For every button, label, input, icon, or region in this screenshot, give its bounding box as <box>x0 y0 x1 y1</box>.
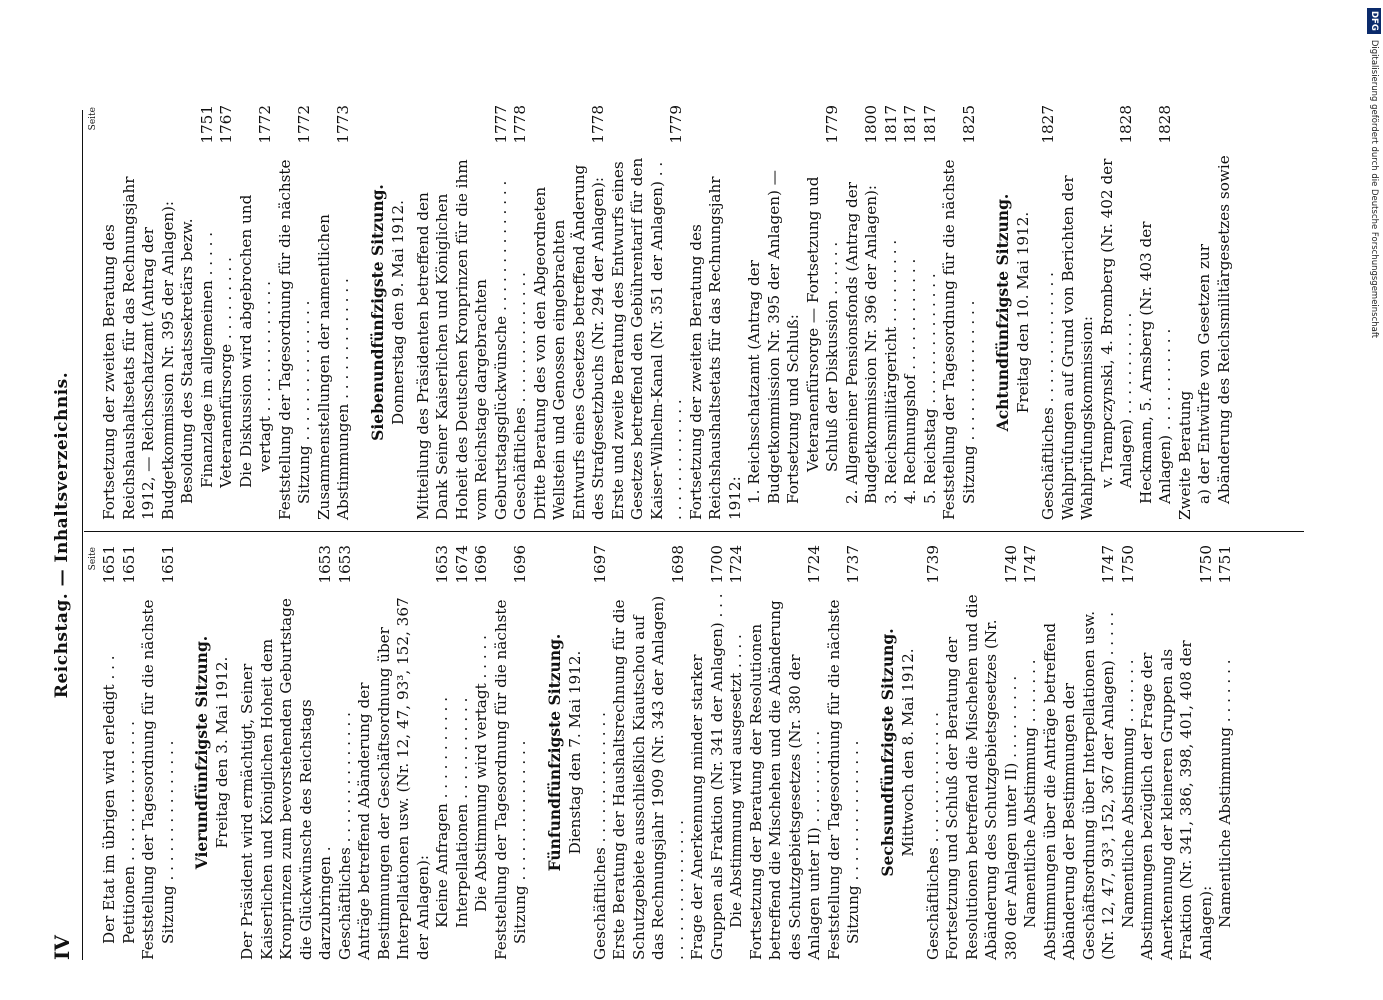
toc-page-number: 1767 <box>217 105 235 144</box>
toc-entry <box>609 105 687 520</box>
toc-entry <box>747 545 825 960</box>
credit-text: Digitalisierung gefördert durch die Deutsche Forschungsgemeinschaft <box>1369 39 1379 339</box>
left-column-entries <box>100 545 1236 960</box>
toc-page-number: 1653 <box>433 545 451 584</box>
toc-entry <box>198 105 218 520</box>
toc-entry <box>1059 105 1098 520</box>
toc-page-number: 1800 <box>862 105 880 144</box>
toc-entry-text: Sitzung . . . . . . . . . . . . . . . <box>959 300 978 504</box>
toc-entry-text: Namentliche Abstimmung . . . . . . . <box>1216 659 1234 928</box>
toc-entry <box>960 105 980 520</box>
toc-entry <box>1119 545 1139 960</box>
toc-entry-text: Kleine Anfragen . . . . . . . . . . . <box>433 696 451 928</box>
toc-page-number: 1828 <box>1117 105 1135 144</box>
toc-entry-text: Namentliche Abstimmung . . . . . . . <box>1118 659 1137 928</box>
toc-entry <box>237 105 257 520</box>
session-heading: Siebenundfünfzigste Sitzung. <box>367 184 387 441</box>
session-date: Freitag den 3. Mai 1912. <box>213 656 231 849</box>
toc-entry-text: Geschäftliches . . . . . . . . . . . . . . <box>1039 272 1057 520</box>
left-column <box>86 545 1306 960</box>
toc-entry <box>1176 105 1196 520</box>
toc-page-number: 1778 <box>511 105 529 144</box>
toc-entry <box>433 545 453 960</box>
toc-entry <box>1098 105 1137 520</box>
toc-entry-text: Geschäftliches . . . . . . . . . . . . . . <box>590 712 609 960</box>
toc-page-number: 1817 <box>920 105 939 144</box>
toc-entry-text: Sitzung . . . . . . . . . . . . . . . <box>511 740 529 944</box>
toc-entry-text: Geschäftliches . . . . . . . . . . . . . . <box>511 272 529 520</box>
toc-page-number: 1724 <box>805 545 823 584</box>
toc-entry-text: Zweite Beratung <box>1175 390 1194 520</box>
toc-page-number: 1817 <box>881 105 900 144</box>
toc-entry <box>295 105 315 520</box>
toc-page-number: 1651 <box>158 545 177 584</box>
toc-entry-text: 4. Rechnungshof . . . . . . . . . . . . <box>901 258 919 504</box>
toc-entry-text: Veteranenfürsorge — Fortsetzung und Schluß der Diskussion . . . . . . <box>803 176 841 472</box>
toc-entry-text: Feststellung der Tagesordnung für die nächste <box>139 599 157 960</box>
toc-entry-text: Besoldung des Staatssekretärs bezw. <box>178 218 196 504</box>
page-column-label: Seite <box>88 547 98 571</box>
toc-entry <box>745 105 804 520</box>
page-number: IV <box>50 935 74 960</box>
document-page <box>0 80 1383 1000</box>
session-date: Dienstag den 7. Mai 1912. <box>565 650 584 855</box>
toc-entry <box>472 545 492 960</box>
toc-entry-text: Fortsetzung der Beratung der Resolutionen betreffend die Mischehen und die Abänderung des Schutzgebietsgesetzes (Nr. 380 der Anlagen unter II) . . . . . . . . . . <box>746 600 823 960</box>
toc-page-number: 1751 <box>197 105 216 144</box>
toc-entry-text: 1. Reichsschatzamt (Antrag der Budgetkommission Nr. 395 der Anlagen) — Fortsetzung und Schluß: <box>745 170 802 504</box>
session-heading: Achtundfünfzigste Sitzung. <box>993 193 1012 432</box>
toc-page-number: 1747 <box>1021 545 1039 584</box>
toc-entry <box>511 545 531 960</box>
toc-entry <box>217 105 237 520</box>
right-column-entries <box>100 105 1234 520</box>
toc-entry <box>315 105 354 520</box>
toc-page-number: 1651 <box>100 545 118 584</box>
toc-entry <box>843 105 882 520</box>
toc-entry-text: Wahlprüfungen auf Grund von Berichten der Wahlprüfungskommission: <box>1058 175 1096 520</box>
toc-entry <box>1216 545 1236 960</box>
toc-page-number: 1777 <box>491 105 510 144</box>
toc-page-number: 1778 <box>589 105 607 144</box>
toc-entry <box>414 105 512 520</box>
toc-page-number: 1750 <box>1196 545 1215 584</box>
toc-entry <box>844 545 864 960</box>
toc-entry <box>901 105 921 520</box>
session-heading: Fünfundfünfzigste Sitzung. <box>544 633 564 872</box>
toc-entry <box>924 545 944 960</box>
toc-page-number: 1817 <box>901 105 919 144</box>
toc-entry-text: Namentliche Abstimmung . . . . . . . <box>1021 659 1039 928</box>
toc-entry <box>139 545 159 960</box>
toc-page-number: 1779 <box>823 105 841 144</box>
toc-page-number: 1653 <box>335 545 354 584</box>
toc-page-number: 1651 <box>119 545 138 584</box>
toc-entry <box>687 105 746 520</box>
toc-entry-text: Der Präsident wird ermächtigt, Seiner Kaiserlichen und Königlichen Hoheit dem Kronprinzen zum bevorstehenden Geburtstage die Glückwünsche des Reichstags darzubringen . <box>238 598 334 960</box>
toc-page-number: 1750 <box>1118 545 1137 584</box>
right-column <box>86 105 1306 520</box>
toc-entry-text: Sitzung . . . . . . . . . . . . . . . <box>295 300 313 504</box>
toc-page-number: 1773 <box>334 105 352 144</box>
toc-page-number: 1700 <box>707 545 726 584</box>
toc-page-number: 1697 <box>590 545 609 584</box>
toc-entry <box>610 545 688 960</box>
session-date: Freitag den 10. Mai 1912. <box>1014 211 1032 414</box>
toc-entry <box>159 545 179 960</box>
toc-entry-text: Sitzung . . . . . . . . . . . . . . . <box>158 740 177 944</box>
toc-entry <box>100 545 120 960</box>
toc-entry-text: Die Diskussion wird abgebrochen und <box>236 194 255 488</box>
toc-entry-text: Mitteilung des Präsidenten betreffend den Dank Seiner Kaiserlichen und Königlichen Hoheit des Deutschen Kronprinzen für die ihm vom Reichstage dargebrachten Geburtstagsglückwünsche . . . . . . . . . . . . . . <box>413 159 510 520</box>
toc-entry <box>336 545 356 960</box>
toc-entry <box>727 545 747 960</box>
toc-entry <box>355 545 433 960</box>
toc-page-number: 1653 <box>316 545 334 584</box>
toc-entry <box>1195 105 1234 520</box>
toc-entry <box>256 105 276 520</box>
toc-entry <box>1039 105 1059 520</box>
toc-entry-text: Fortsetzung und Schluß der Beratung der Resolutionen betreffend die Mischehen und die Abänderung des Schutzgebietsgesetzes (Nr. 380 der Anlagen unter II) . . . . . . . . . <box>943 594 1020 960</box>
toc-entry <box>492 545 512 960</box>
toc-entry-text: Geschäftliches . . . . . . . . . . . . . . <box>335 712 354 960</box>
toc-page-number: 1772 <box>295 105 313 144</box>
toc-entry <box>1138 545 1216 960</box>
toc-entry <box>943 545 1021 960</box>
toc-entry-text: Erste Beratung der Haushaltsrechnung für die Schutzgebiete ausschließlich Kiautschou auf das Rechnungsjahr 1909 (Nr. 343 der Anlagen) . . . . . . . . . . . . . . . <box>610 595 687 960</box>
toc-entry-text: a) der Entwürfe von Gesetzen zur Abänderung des Reichsmilitärgesetzes sowie <box>1195 155 1233 504</box>
toc-page-number: 1828 <box>1156 105 1174 144</box>
toc-entry <box>1041 545 1119 960</box>
toc-entry-text: Finanzlage im allgemeinen . . . . . <box>197 231 216 488</box>
toc-page-number: 1740 <box>1001 545 1020 584</box>
toc-entry <box>1137 105 1176 520</box>
session-heading: Vierundfünfzigste Sitzung. <box>192 635 211 870</box>
toc-entry <box>1021 545 1041 960</box>
toc-entry-text: 3. Reichsmilitärgericht . . . . . . . . . <box>881 239 900 504</box>
toc-entry-text: Anträge betreffend Abänderung der Bestimmungen der Geschäftsordnung über Interpellationen usw. (Nr. 12, 47, 93³, 152, 367 der Anlagen): <box>355 597 432 960</box>
toc-entry <box>238 545 336 960</box>
toc-entry <box>921 105 941 520</box>
toc-page-number: 1737 <box>844 545 862 584</box>
toc-entry-text: Veteranenfürsorge . . . . . . . . . <box>217 257 235 488</box>
toc-page-number: 1772 <box>256 105 274 144</box>
toc-page-number: 1724 <box>727 545 745 584</box>
toc-entry <box>531 105 609 520</box>
dfg-logo: DFG <box>1367 8 1381 34</box>
toc-entry-text: Dritte Beratung des von den Abgeordneten Wellstein und Genossen eingebrachten Entwurfs eines Gesetzes betreffend Änderung des Strafgesetzbuchs (Nr. 294 der Anlagen): <box>530 164 607 520</box>
toc-entry <box>688 545 727 960</box>
toc-entry <box>120 545 140 960</box>
toc-entry <box>511 105 531 520</box>
toc-page-number: 1751 <box>1216 545 1234 584</box>
toc-entry <box>276 105 296 520</box>
digitization-credit <box>1367 8 1381 728</box>
toc-entry-text: Der Etat im übrigen wird erledigt . . . <box>100 655 118 944</box>
toc-page-number: 1747 <box>1099 545 1117 584</box>
toc-entry-text: Feststellung der Tagesordnung für die nächste <box>275 159 294 520</box>
toc-entry-text: Abstimmungen über die Anträge betreffend Abänderung der Bestimmungen der Geschäftsordnung über Interpellationen usw. (Nr. 12, 47, 93³, 152, 367 der Anlagen) . . . . . <box>1040 610 1117 960</box>
toc-entry-text: 5. Reichstag . . . . . . . . . . . . . . <box>920 273 939 504</box>
toc-entry-text: vertagt . . . . . . . . . . . . . . <box>256 281 274 472</box>
toc-page-number: 1698 <box>668 545 687 584</box>
toc-entry-text: Petitionen . . . . . . . . . . . . . . . <box>119 721 138 944</box>
toc-entry-text: Fortsetzung der zweiten Beratung des Reichshaushaltsetats für das Rechnungsjahr 1912, — Reichsschatzamt (Antrag der Budgetkommission Nr. 395 der Anlagen): <box>100 176 177 520</box>
toc-entry <box>453 545 473 960</box>
toc-page-number: 1825 <box>959 105 978 144</box>
toc-entry <box>825 545 845 960</box>
session-date: Donnerstag den 9. Mai 1912. <box>388 199 407 426</box>
toc-entry-text: Abstimmungen bezüglich der Frage der Anerkennung der kleineren Gruppen als Fraktion (Nr. 341, 386, 398, 401, 408 der Anlagen): <box>1138 640 1215 960</box>
running-title: Reichstag. — Inhaltsverzeichnis. <box>52 371 72 699</box>
toc-entry-text: Frage der Anerkennung minder starker Gruppen als Fraktion (Nr. 341 der Anlagen) . . . <box>688 593 726 960</box>
toc-entry <box>591 545 611 960</box>
toc-page-number: 1696 <box>472 545 490 584</box>
toc-page-number: 1827 <box>1039 105 1057 144</box>
toc-page-number: 1674 <box>452 545 471 584</box>
toc-entry-text: Heckmann, 5. Arnsberg (Nr. 403 der Anlagen) . . . . . . . . . . . <box>1136 221 1174 504</box>
toc-entry <box>178 105 198 520</box>
toc-entry-text: v. Trampczynski, 4. Bromberg (Nr. 402 der Anlagen) . . . . . . . . . . . <box>1097 158 1135 488</box>
page-header <box>50 110 80 960</box>
header-rule <box>82 110 83 960</box>
page-column-label: Seite <box>88 107 98 131</box>
toc-entry-text: Die Abstimmung wird vertagt . . . . . <box>472 635 490 912</box>
toc-entry <box>100 105 178 520</box>
toc-entry-text: Die Abstimmung wird ausgesetzt . . . . <box>727 634 745 928</box>
toc-entry <box>882 105 902 520</box>
toc-entry-text: Zusammenstellungen der namentlichen Abstimmungen . . . . . . . . . . . . . <box>314 214 352 520</box>
toc-page-number: 1779 <box>667 105 685 144</box>
toc-entry-text: Fortsetzung der zweiten Beratung des Reichshaushaltsetats für das Rechnungsjahr 1912: <box>686 176 744 520</box>
toc-entry <box>940 105 960 520</box>
toc-page-number: 1739 <box>923 545 942 584</box>
session-heading: Sechsundfünfzigste Sitzung. <box>877 628 897 877</box>
toc-entry-text: Geschäftliches . . . . . . . . . . . . . . <box>923 712 942 960</box>
toc-entry-text: Interpellationen . . . . . . . . . . . <box>452 697 471 928</box>
toc-entry-text: Feststellung der Tagesordnung für die nächste <box>491 599 510 960</box>
toc-entry-text: Sitzung . . . . . . . . . . . . . . . <box>844 740 862 944</box>
toc-entry-text: Feststellung der Tagesordnung für die nächste <box>940 159 958 520</box>
column-divider <box>84 531 1304 532</box>
toc-entry <box>804 105 843 520</box>
toc-entry-text: Erste und zweite Beratung des Entwurfs eines Gesetzes betreffend den Gebührentarif für den Kaiser-Wilhelm-Kanal (Nr. 351 der Anlagen) . . . . . . . . . . . . . . . <box>608 157 685 520</box>
toc-entry-text: 2. Allgemeiner Pensionsfonds (Antrag der Budgetkommission Nr. 396 der Anlagen): <box>842 182 880 504</box>
toc-entry-text: Feststellung der Tagesordnung für die nächste <box>824 599 843 960</box>
toc-page-number: 1696 <box>511 545 529 584</box>
session-date: Mittwoch den 8. Mai 1912. <box>898 648 917 857</box>
